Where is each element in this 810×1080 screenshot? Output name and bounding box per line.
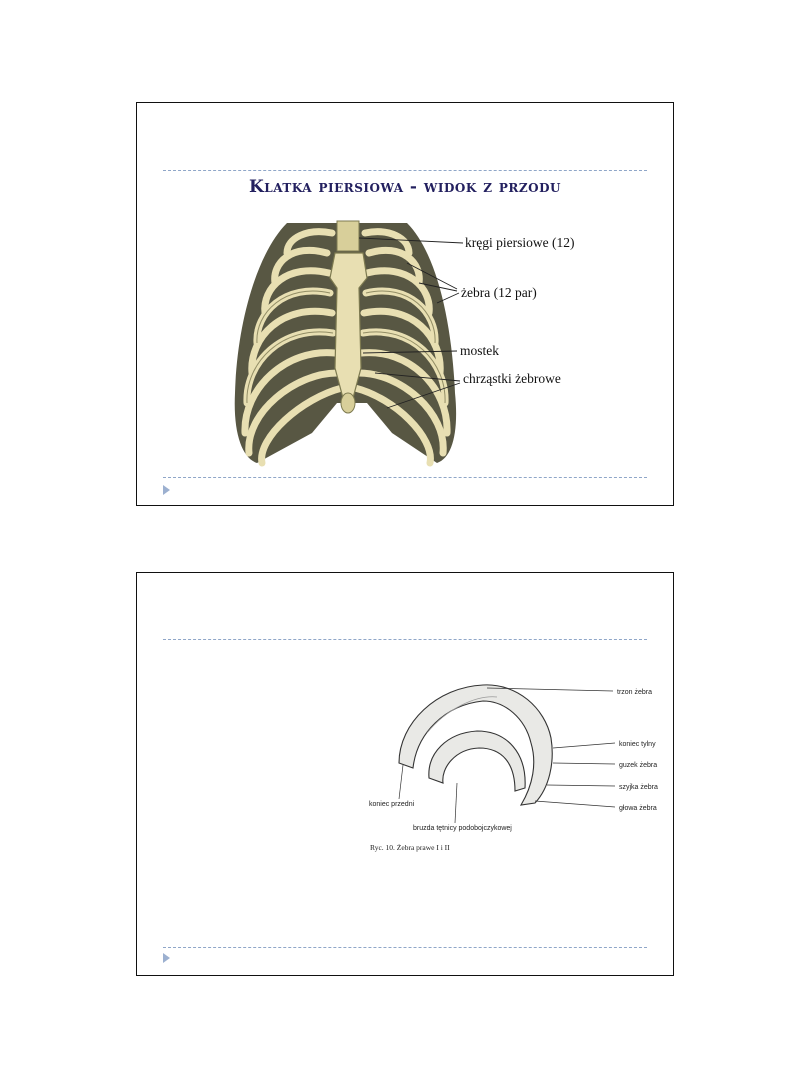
footer-arrow-icon — [163, 953, 170, 963]
ribs-illustration — [137, 573, 675, 977]
slide-ribs-detail — [136, 572, 674, 976]
bottom-divider — [163, 947, 647, 948]
bottom-divider — [163, 477, 647, 478]
rib-cage-illustration — [137, 103, 675, 507]
figure-caption: Ryc. 10. Żebra prawe I i II — [370, 843, 450, 852]
slide-title: Klatka piersiowa - widok z przodu — [249, 177, 561, 197]
label-tubercle: guzek żebra — [619, 762, 658, 769]
label-vertebrae: kręgi piersiowe (12) — [465, 235, 575, 250]
label-neck: szyjka żebra — [619, 784, 658, 791]
footer-arrow-icon — [163, 485, 170, 495]
label-posterior-end: koniec tylny — [619, 741, 656, 748]
label-groove: bruzda tętnicy podobojczykowej — [413, 825, 512, 832]
label-anterior-end: koniec przedni — [369, 801, 415, 808]
label-sternum: mostek — [460, 343, 499, 358]
label-ribs: żebra (12 par) — [461, 285, 537, 300]
slide-rib-cage-front — [136, 102, 674, 506]
label-cartilages: chrząstki żebrowe — [463, 371, 561, 386]
label-head: głowa żebra — [619, 805, 657, 812]
label-shaft: trzon żebra — [617, 689, 653, 696]
